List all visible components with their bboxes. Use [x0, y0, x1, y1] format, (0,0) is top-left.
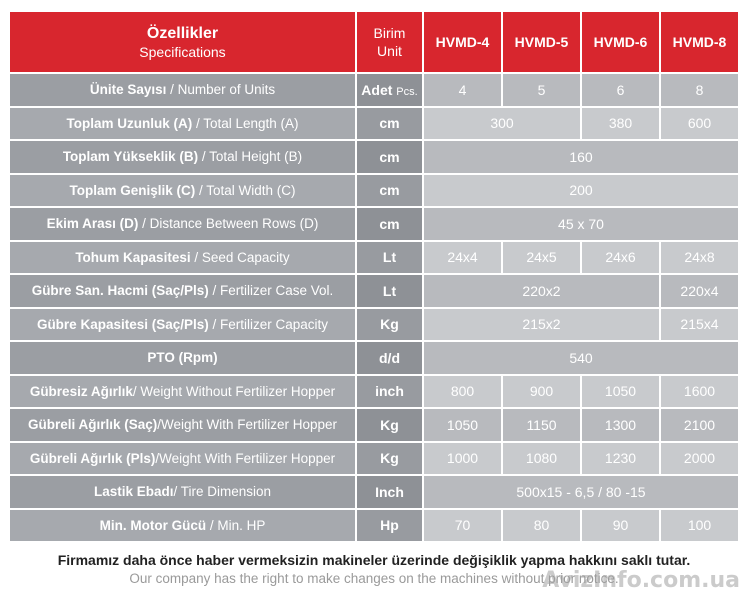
table-row	[10, 309, 738, 341]
row-label: Ekim Arası (D) / Distance Between Rows (D)	[10, 208, 355, 240]
value-cell: 24x5	[503, 242, 580, 274]
header-specifications	[10, 12, 355, 72]
value-cell: 5	[503, 74, 580, 106]
value-cell: 215x4	[661, 309, 738, 341]
value-cell: 1150	[503, 409, 580, 441]
value-cell: 6	[582, 74, 659, 106]
value-cell: 100	[661, 510, 738, 542]
value-cell: 1230	[582, 443, 659, 475]
value-cell: 45 x 70	[424, 208, 738, 240]
value-cell: 1300	[582, 409, 659, 441]
value-cell: 80	[503, 510, 580, 542]
header-title-en: Specifications	[139, 43, 226, 60]
specifications-table	[8, 10, 740, 543]
row-unit: cm	[357, 108, 422, 140]
watermark: AvizInfo.com.ua	[542, 568, 740, 593]
value-cell: 540	[424, 342, 738, 374]
value-cell: 24x4	[424, 242, 501, 274]
row-unit: d/d	[357, 342, 422, 374]
value-cell: 90	[582, 510, 659, 542]
row-unit: Hp	[357, 510, 422, 542]
header-model-hvmd-5: HVMD-5	[503, 12, 580, 72]
row-label: Toplam Genişlik (C) / Total Width (C)	[10, 175, 355, 207]
header-unit-tr: Birim	[373, 25, 406, 41]
value-cell: 1050	[582, 376, 659, 408]
value-cell: 24x6	[582, 242, 659, 274]
value-cell: 220x4	[661, 275, 738, 307]
value-cell: 160	[424, 141, 738, 173]
value-cell: 24x8	[661, 242, 738, 274]
row-label: Gübreli Ağırlık (Pls)/Weight With Fertilizer Hopper	[10, 443, 355, 475]
row-unit: Kg	[357, 309, 422, 341]
value-cell: 8	[661, 74, 738, 106]
value-cell: 380	[582, 108, 659, 140]
value-cell: 900	[503, 376, 580, 408]
row-unit: Adet Pcs.	[357, 74, 422, 106]
row-unit: Inch	[357, 476, 422, 508]
row-label: PTO (Rpm)	[10, 342, 355, 374]
table-row	[10, 141, 738, 173]
value-cell: 200	[424, 175, 738, 207]
row-unit: cm	[357, 141, 422, 173]
footer-notice-tr: Firmamız daha önce haber vermeksizin makineler üzerinde değişiklik yapma hakkını saklı tutar.	[57, 552, 691, 568]
header-title-tr: Özellikler	[146, 24, 219, 42]
value-cell: 1000	[424, 443, 501, 475]
value-cell: 2100	[661, 409, 738, 441]
value-cell: 4	[424, 74, 501, 106]
row-label: Gübresiz Ağırlık/ Weight Without Fertilizer Hopper	[10, 376, 355, 408]
header-unit-en: Unit	[377, 43, 402, 59]
table-row	[10, 510, 738, 542]
header-row	[10, 12, 738, 72]
value-cell: 800	[424, 376, 501, 408]
value-cell: 1050	[424, 409, 501, 441]
row-label: Ünite Sayısı / Number of Units	[10, 74, 355, 106]
table-row	[10, 376, 738, 408]
value-cell: 300	[424, 108, 580, 140]
value-cell: 220x2	[424, 275, 659, 307]
row-unit: cm	[357, 208, 422, 240]
value-cell: 2000	[661, 443, 738, 475]
footer-notice-en: Our company has the right to make changes on the machines without prior notice.	[129, 571, 619, 586]
value-cell: 600	[661, 108, 738, 140]
table-row	[10, 208, 738, 240]
header-unit	[357, 12, 422, 72]
row-unit: Kg	[357, 409, 422, 441]
table-row	[10, 443, 738, 475]
row-unit: cm	[357, 175, 422, 207]
table-row	[10, 175, 738, 207]
table-row	[10, 476, 738, 508]
header-model-hvmd-8: HVMD-8	[661, 12, 738, 72]
header-model-hvmd-4: HVMD-4	[424, 12, 501, 72]
row-label: Lastik Ebadı/ Tire Dimension	[10, 476, 355, 508]
value-cell: 1600	[661, 376, 738, 408]
row-label: Min. Motor Gücü / Min. HP	[10, 510, 355, 542]
table-row	[10, 108, 738, 140]
row-label: Toplam Uzunluk (A) / Total Length (A)	[10, 108, 355, 140]
value-cell: 70	[424, 510, 501, 542]
row-label: Gübreli Ağırlık (Saç)/Weight With Fertilizer Hopper	[10, 409, 355, 441]
table-row	[10, 409, 738, 441]
table-row	[10, 342, 738, 374]
row-unit: inch	[357, 376, 422, 408]
value-cell: 215x2	[424, 309, 659, 341]
row-unit: Lt	[357, 242, 422, 274]
row-label: Gübre Kapasitesi (Saç/Pls) / Fertilizer Capacity	[10, 309, 355, 341]
table-row	[10, 74, 738, 106]
row-label: Gübre San. Hacmi (Saç/Pls) / Fertilizer Case Vol.	[10, 275, 355, 307]
row-label: Toplam Yükseklik (B) / Total Height (B)	[10, 141, 355, 173]
row-label: Tohum Kapasitesi / Seed Capacity	[10, 242, 355, 274]
row-unit: Kg	[357, 443, 422, 475]
value-cell: 1080	[503, 443, 580, 475]
header-model-hvmd-6: HVMD-6	[582, 12, 659, 72]
value-cell: 500x15 - 6,5 / 80 -15	[424, 476, 738, 508]
table-row	[10, 275, 738, 307]
row-unit: Lt	[357, 275, 422, 307]
table-row	[10, 242, 738, 274]
